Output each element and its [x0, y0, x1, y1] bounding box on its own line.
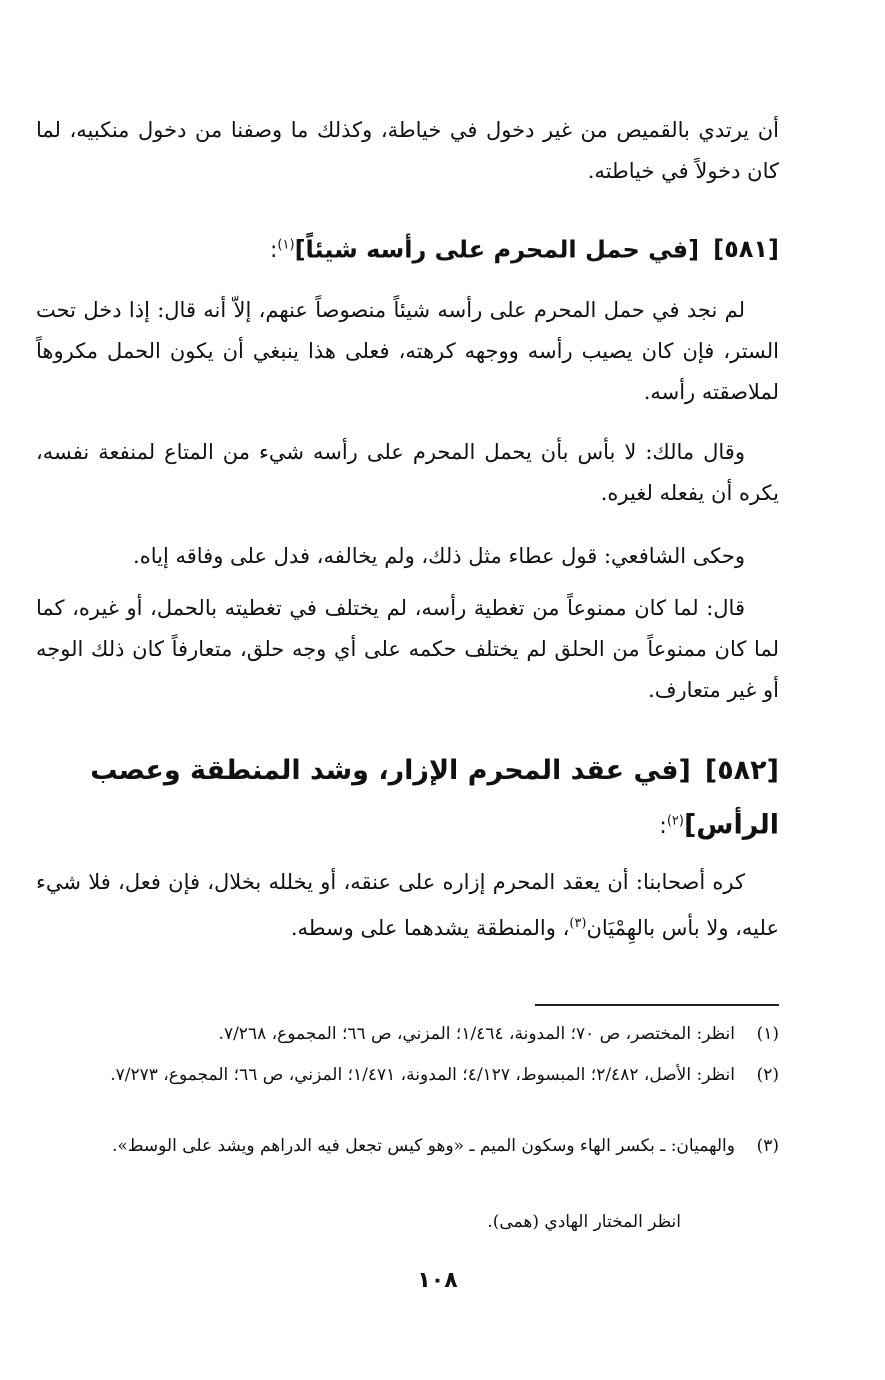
heading-colon: :: [659, 814, 667, 840]
paragraph-581-a: لم نجد في حمل المحرم على رأسه شيئاً منصوصاً عنهم، إلاّ أنه قال: إذا دخل تحت الستر، فإن كان يصيب رأسه ووجهه كرهته، فعلى هذا ينبغي أن يكون الحمل مكروهاً لملاصقته رأسه.: [36, 298, 779, 404]
paragraph-582-a: [36, 862, 779, 949]
footnote-1: [36, 1020, 779, 1048]
section-title-581: [في حمل المحرم على رأسه شيئاً]: [294, 235, 700, 264]
paragraph-582-a-text: كره أصحابنا: أن يعقد المحرم إزاره على عنقه، أو يخلله بخلال، فإن فعل، فلا شيء عليه، ولا بأس بالهِمْيَان: [36, 870, 779, 940]
footnote-divider: [535, 1004, 779, 1006]
section-number-582: [٥٨٢]: [704, 755, 779, 786]
paragraph-581-b: وقال مالك: لا بأس بأن يحمل المحرم على رأسه شيء من المتاع لمنفعة نفسه، يكره أن يفعله لغيره.: [36, 440, 779, 505]
footnote-ref-2[interactable]: (٢): [666, 814, 684, 829]
paragraph-582-a-tail: ، والمنطقة يشدهما على وسطه.: [290, 916, 570, 940]
footnote-number-3: (٣): [756, 1136, 779, 1156]
paragraph-intro: أن يرتدي بالقميص من غير دخول في خياطة، وكذلك ما وصفنا من دخول منكبيه، لما كان دخولاً في خياطته.: [36, 118, 779, 183]
footnote-source: انظر المختار الهادي (همى).: [487, 1212, 681, 1232]
footnote-number-2: (٢): [756, 1065, 779, 1085]
footnote-ref-3[interactable]: (٣): [569, 916, 587, 931]
book-page: [36, 0, 779, 1380]
paragraph-581-c: وحكى الشافعي: قول عطاء مثل ذلك، ولم يخالفه، فدل على وفاقه إياه.: [133, 544, 745, 568]
footnote-text-2: انظر: الأصل، ٢/٤٨٢؛ المبسوط، ٤/١٢٧؛ المدونة، ١/٤٧١؛ المزني، ص ٦٦؛ المجموع، ٧/٢٧٣.: [110, 1065, 735, 1085]
footnote-ref-1[interactable]: (١): [277, 238, 295, 253]
section-heading-582: [36, 745, 779, 797]
heading-colon: :: [270, 238, 278, 264]
footnote-number-1: (١): [756, 1024, 779, 1044]
footnote-2: [36, 1061, 779, 1089]
page-number: ١٠٨: [417, 1268, 458, 1293]
section-number-581: [٥٨١]: [713, 235, 779, 264]
footnote-text-3: والهميان: ـ بكسر الهاء وسكون الميم ـ «وهو كيس تجعل فيه الدراهم ويشد على الوسط».: [111, 1136, 735, 1156]
paragraph-581-d: قال: لما كان ممنوعاً من تغطية رأسه، لم يختلف في تغطيته بالحمل، أو غيره، كما لما كان ممنوعاً من الحلق لم يختلف حكمه على أي وجه حلق، متعارفاً كان ذلك الوجه أو غير متعارف.: [36, 596, 779, 702]
section-title-582-line1: [في عقد المحرم الإزار، وشد المنطقة وعصب: [90, 755, 691, 786]
footnote-text-1: انظر: المختصر، ص ٧٠؛ المدونة، ١/٤٦٤؛ المزني، ص ٦٦؛ المجموع، ٧/٢٦٨.: [218, 1024, 735, 1044]
section-heading-581: [36, 226, 779, 271]
footnote-3: [36, 1132, 779, 1160]
section-heading-582-cont: [36, 796, 779, 853]
section-title-582-line2: الرأس]: [683, 809, 779, 841]
